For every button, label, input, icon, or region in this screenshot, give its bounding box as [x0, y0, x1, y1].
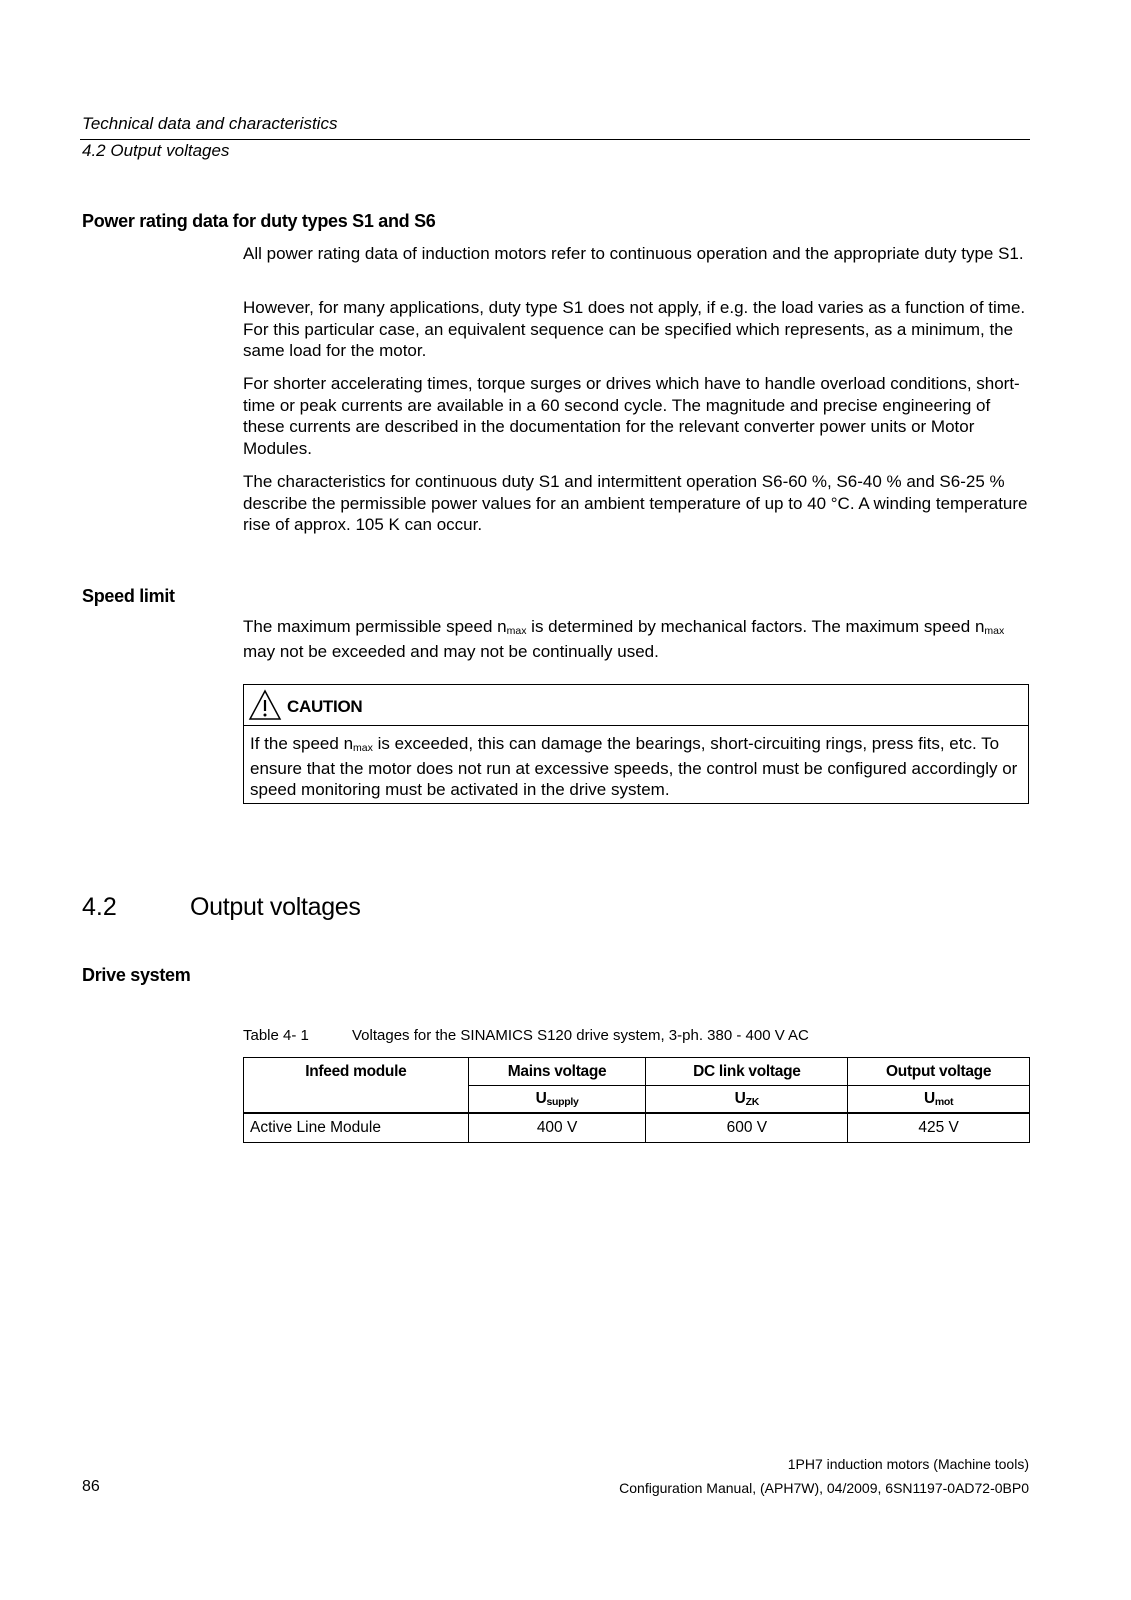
table-header-cell: Output voltage — [848, 1058, 1030, 1086]
running-header-chapter: Technical data and characteristics — [82, 114, 338, 133]
section-title: Output voltages — [190, 893, 361, 921]
power-rating-paragraph-1: All power rating data of induction motors refer to continuous operation and the appropriate duty type S1. — [243, 244, 1024, 263]
caution-text: If the speed $n_{max}$ is exceeded, this can damage the bearings, short-circuiting rings, press fits, etc. To ensure that the motor does not run at excessive speeds, the control must be configured accordingly or speed monitoring must be activated in the drive system. — [250, 734, 1018, 799]
footer-product: 1PH7 induction motors (Machine tools) — [787, 1456, 1029, 1472]
power-rating-paragraph-4: The characteristics for continuous duty S1 and intermittent operation S6-60 %, S6-40 % and S6-25 % describe the permissible power values for an ambient temperature of up to 40 °C. A winding temperature rise of approx. 105 K can occur. — [243, 472, 1028, 534]
table-header-cell: Infeed module — [244, 1058, 469, 1086]
table-header-row — [244, 1058, 1030, 1086]
table-caption-text: Voltages for the SINAMICS S120 drive system, 3-ph. 380 - 400 V AC — [352, 1027, 809, 1044]
power-rating-paragraph-2: However, for many applications, duty type S1 does not apply, if e.g. the load varies as a function of time. For this particular case, an equivalent sequence can be specified which represents, as a minimum, the same load for the motor. — [243, 298, 1026, 360]
voltages-table — [243, 1057, 1030, 1143]
table-cell: 600 V — [646, 1113, 848, 1143]
page-number: 86 — [82, 1478, 100, 1495]
table-cell: Active Line Module — [244, 1113, 469, 1143]
table-cell: 425 V — [848, 1113, 1030, 1143]
table-symbol-cell: $U_{supply}$ — [468, 1086, 646, 1114]
caution-box — [243, 684, 1029, 804]
caution-label: CAUTION — [287, 697, 363, 716]
table-cell: 400 V — [468, 1113, 646, 1143]
speed-limit-paragraph: The maximum permissible speed $n_{max}$ is determined by mechanical factors. The maximum speed $n_{max}$ may not be exceeded and may not be continually used. — [243, 617, 1005, 661]
table-symbol-cell — [244, 1086, 469, 1114]
table-symbol-cell: $U_{ZK}$ — [646, 1086, 848, 1114]
table-caption — [243, 1027, 809, 1044]
power-rating-heading: Power rating data for duty types S1 and S6 — [82, 211, 436, 231]
drive-system-heading: Drive system — [82, 965, 191, 985]
table-caption-number: Table 4- 1 — [243, 1027, 309, 1044]
table-row — [244, 1113, 1030, 1143]
speed-limit-heading: Speed limit — [82, 586, 175, 606]
header-rule — [80, 139, 1030, 140]
power-rating-paragraph-3: For shorter accelerating times, torque surges or drives which have to handle overload conditions, short-time or peak currents are available in a 60 second cycle. The magnitude and precise engineering of these currents are described in the documentation for the relevant converter power units or Motor Modules. — [243, 374, 1020, 458]
footer-manual-info: Configuration Manual, (APH7W), 04/2009, 6SN1197-0AD72-0BP0 — [619, 1480, 1029, 1496]
table-header-cell: Mains voltage — [468, 1058, 646, 1086]
caution-header — [244, 685, 1028, 726]
table-header-cell: DC link voltage — [646, 1058, 848, 1086]
table-symbol-cell: $U_{mot}$ — [848, 1086, 1030, 1114]
table-symbol-row — [244, 1086, 1030, 1114]
warning-triangle-icon — [248, 689, 282, 721]
running-header-section: 4.2 Output voltages — [82, 141, 230, 160]
section-number: 4.2 — [82, 893, 117, 921]
